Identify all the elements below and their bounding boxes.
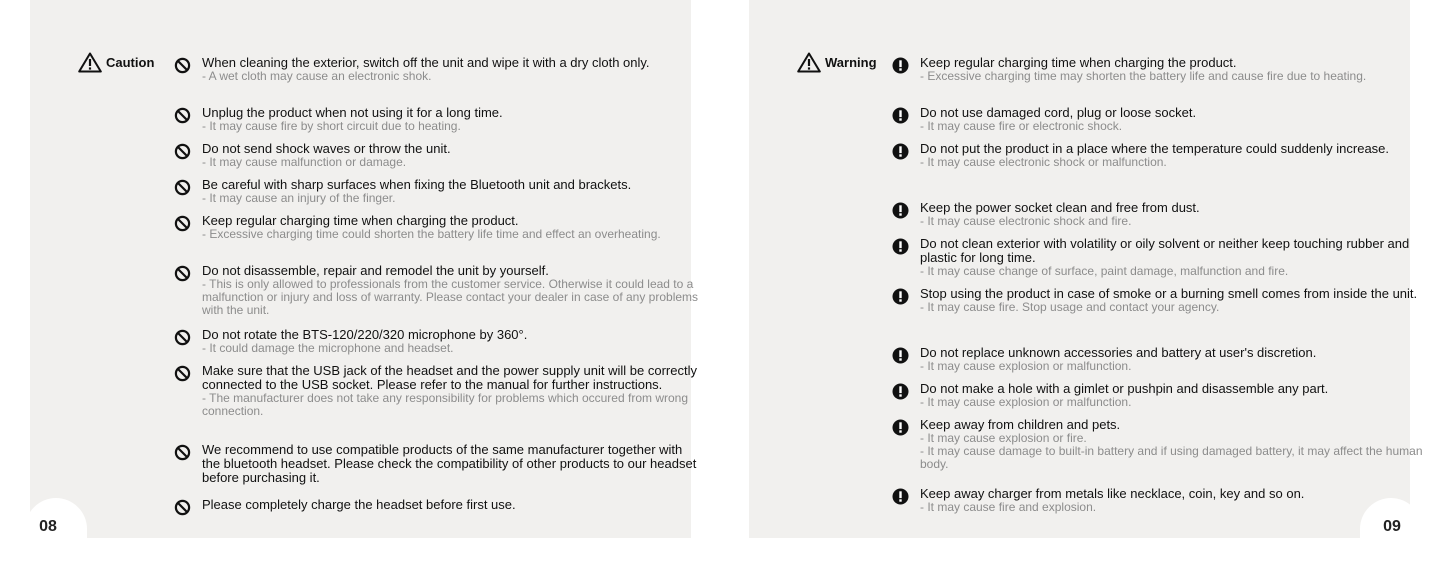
item-note: - It may cause change of surface, paint damage, malfunction and fire. bbox=[920, 264, 1289, 278]
warning-heading bbox=[797, 52, 877, 73]
item-note: - It may cause explosion or fire. bbox=[920, 431, 1087, 445]
warning-triangle-icon bbox=[78, 52, 102, 73]
item-text: Make sure that the USB jack of the headset and the power supply unit will be correctly connected to the USB socket. Please refer to the manual for further instructions. bbox=[202, 363, 697, 392]
prohibited-icon bbox=[174, 179, 191, 196]
prohibited-icon bbox=[174, 215, 191, 232]
item-text: Do not rotate the BTS-120/220/320 microphone by 360°. bbox=[202, 327, 528, 342]
exclamation-icon bbox=[892, 57, 909, 74]
exclamation-icon bbox=[892, 488, 909, 505]
exclamation-icon bbox=[892, 143, 909, 160]
list-item bbox=[892, 237, 1430, 278]
prohibited-icon bbox=[174, 444, 191, 461]
item-note: - The manufacturer does not take any responsibility for problems which occured from wrong connection. bbox=[202, 391, 689, 418]
list-item bbox=[892, 418, 1430, 471]
caution-heading bbox=[78, 52, 154, 73]
list-item bbox=[174, 328, 702, 355]
warning-label: Warning bbox=[825, 55, 877, 70]
item-text: Do not replace unknown accessories and battery at user's discretion. bbox=[920, 345, 1317, 360]
exclamation-icon bbox=[892, 202, 909, 219]
item-text: Do not send shock waves or throw the unit. bbox=[202, 141, 451, 156]
list-item bbox=[174, 443, 702, 485]
item-text: Stop using the product in case of smoke or a burning smell comes from inside the unit. bbox=[920, 286, 1418, 301]
item-text: Please completely charge the headset before first use. bbox=[202, 497, 516, 512]
item-text: Keep the power socket clean and free from dust. bbox=[920, 200, 1200, 215]
item-text: Do not clean exterior with volatility or oily solvent or neither keep touching rubber and plastic for long time. bbox=[920, 236, 1410, 265]
list-item bbox=[892, 487, 1430, 514]
prohibited-icon bbox=[174, 499, 191, 516]
warning-triangle-icon bbox=[797, 52, 821, 73]
item-note: - It may cause fire. Stop usage and contact your agency. bbox=[920, 300, 1220, 314]
item-text: Do not use damaged cord, plug or loose socket. bbox=[920, 105, 1197, 120]
item-text: When cleaning the exterior, switch off the unit and wipe it with a dry cloth only. bbox=[202, 55, 650, 70]
exclamation-icon bbox=[892, 288, 909, 305]
prohibited-icon bbox=[174, 57, 191, 74]
item-note: - This is only allowed to professionals from the customer service. Otherwise it could lead to a malfunction or injury and loss of warranty. Please contact your dealer in case of any problems with the unit. bbox=[202, 277, 699, 317]
item-note: - It could damage the microphone and headset. bbox=[202, 341, 454, 355]
item-note: - It may cause fire or electronic shock. bbox=[920, 119, 1123, 133]
list-item bbox=[174, 142, 702, 169]
exclamation-icon bbox=[892, 347, 909, 364]
exclamation-icon bbox=[892, 419, 909, 436]
item-note: - A wet cloth may cause an electronic shok. bbox=[202, 69, 432, 83]
exclamation-icon bbox=[892, 107, 909, 124]
exclamation-icon bbox=[892, 383, 909, 400]
item-note: - It may cause damage to built-in battery and if using damaged battery, it may affect the human body. bbox=[920, 444, 1423, 471]
list-item bbox=[174, 364, 702, 418]
item-note: - It may cause an injury of the finger. bbox=[202, 191, 396, 205]
item-note: - It may cause fire by short circuit due to heating. bbox=[202, 119, 461, 133]
item-text: Keep away from children and pets. bbox=[920, 417, 1121, 432]
page-number-right: 09 bbox=[1383, 518, 1401, 535]
page-number-left: 08 bbox=[39, 518, 57, 535]
item-note: - Excessive charging time could shorten the battery life time and effect an overheating. bbox=[202, 227, 661, 241]
list-item bbox=[174, 498, 702, 512]
item-text: Keep regular charging time when charging the product. bbox=[202, 213, 519, 228]
item-note: - It may cause explosion or malfunction. bbox=[920, 359, 1132, 373]
item-text: Do not put the product in a place where the temperature could suddenly increase. bbox=[920, 141, 1390, 156]
item-text: Be careful with sharp surfaces when fixing the Bluetooth unit and brackets. bbox=[202, 177, 632, 192]
list-item bbox=[892, 382, 1430, 409]
list-item bbox=[174, 106, 702, 133]
list-item bbox=[892, 106, 1430, 133]
item-note: - Excessive charging time may shorten the battery life and cause fire due to heating. bbox=[920, 69, 1367, 83]
item-note: - It may cause electronic shock and fire. bbox=[920, 214, 1132, 228]
caution-label: Caution bbox=[106, 55, 155, 70]
item-note: - It may cause malfunction or damage. bbox=[202, 155, 407, 169]
item-text: Keep regular charging time when charging the product. bbox=[920, 55, 1237, 70]
item-text: Keep away charger from metals like necklace, coin, key and so on. bbox=[920, 486, 1305, 501]
list-item bbox=[174, 178, 702, 205]
list-item bbox=[892, 346, 1430, 373]
prohibited-icon bbox=[174, 143, 191, 160]
prohibited-icon bbox=[174, 265, 191, 282]
item-note: - It may cause fire and explosion. bbox=[920, 500, 1097, 514]
item-text: Unplug the product when not using it for a long time. bbox=[202, 105, 503, 120]
item-note: - It may cause explosion or malfunction. bbox=[920, 395, 1132, 409]
prohibited-icon bbox=[174, 329, 191, 346]
list-item bbox=[174, 214, 702, 241]
item-note: - It may cause electronic shock or malfunction. bbox=[920, 155, 1167, 169]
prohibited-icon bbox=[174, 365, 191, 382]
item-text: Do not disassemble, repair and remodel the unit by yourself. bbox=[202, 263, 549, 278]
exclamation-icon bbox=[892, 238, 909, 255]
list-item bbox=[892, 56, 1430, 83]
list-item bbox=[174, 56, 702, 83]
item-text: We recommend to use compatible products of the same manufacturer together with the bluetooth headset. Please check the compatibility of other products to our headset before purchasing it. bbox=[202, 442, 697, 485]
prohibited-icon bbox=[174, 107, 191, 124]
list-item bbox=[892, 142, 1430, 169]
list-item bbox=[892, 201, 1430, 228]
list-item bbox=[892, 287, 1430, 314]
list-item bbox=[174, 264, 702, 317]
item-text: Do not make a hole with a gimlet or pushpin and disassemble any part. bbox=[920, 381, 1329, 396]
